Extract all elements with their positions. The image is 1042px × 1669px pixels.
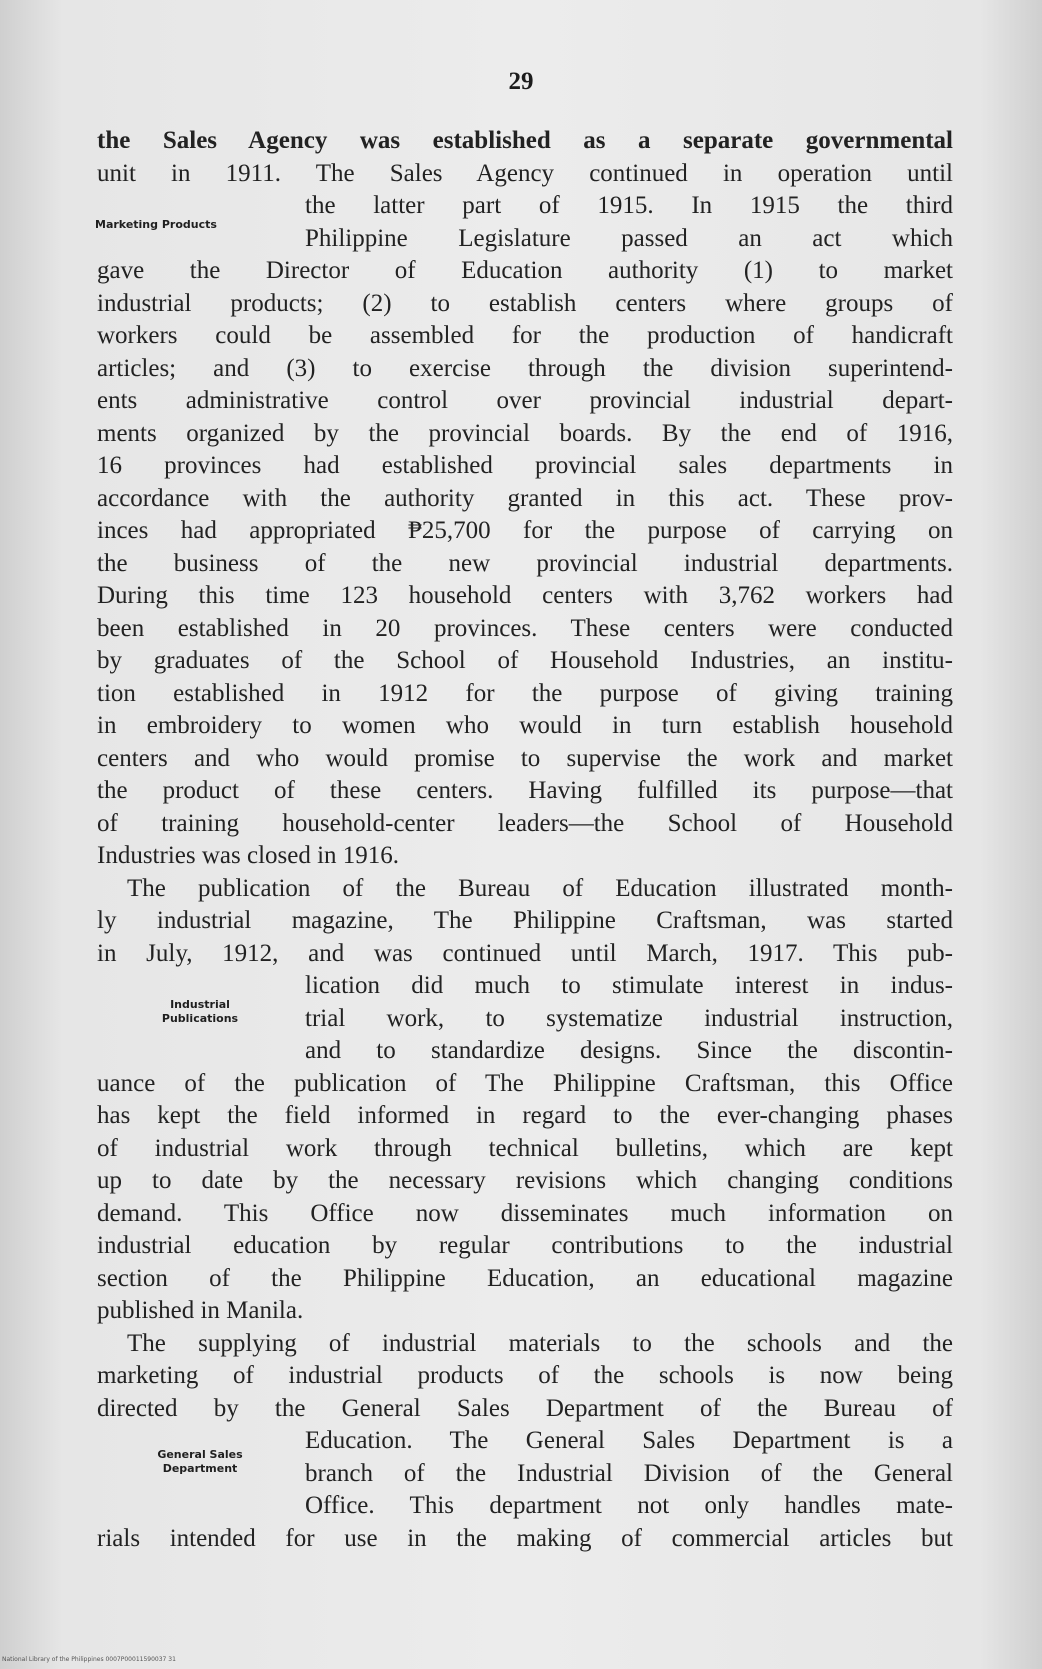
text-line: been established in 20 provinces. These centers were conducted [97,614,953,642]
text-line: tion established in 1912 for the purpose of giving training [97,679,953,707]
scan-footer: National Library of the Philippines 0007P00011590037 31 [2,1656,176,1663]
sidenote-text: Industrial [170,998,230,1011]
sidenote-text: General Sales [157,1448,243,1461]
text-line: Education. The General Sales Department is a [305,1427,953,1454]
text-line: ly industrial magazine, The Philippine Craftsman, was started [97,907,953,934]
text-line: unit in 1911. The Sales Agency continued in operation until [97,159,953,187]
text-line: Philippine Legislature passed an act which [305,224,953,252]
text-line: During this time 123 household centers with 3,762 workers had [97,582,953,609]
text-line: accordance with the authority granted in this act. These prov- [97,484,953,512]
text-line: marketing of industrial products of the schools is now being [97,1362,953,1389]
text-line: the latter part of 1915. In 1915 the third [305,192,953,219]
text-line: inces had appropriated ₱25,700 for the purpose of carrying on [97,517,953,544]
text-line: the Sales Agency was established as a separate governmental [97,127,953,154]
text-line: and to standardize designs. Since the discontin- [305,1037,953,1064]
text-line: trial work, to systematize industrial instruction, [305,1004,953,1032]
body-text [97,125,953,1555]
sidenote-text: Marketing Products [95,218,217,231]
text-line: has kept the field informed in regard to the ever-changing phases [97,1102,953,1129]
text-line: the business of the new provincial industrial departments. [97,549,953,577]
text-line: gave the Director of Education authority (1) to market [97,257,953,284]
text-line: Office. This department not only handles mate- [305,1492,953,1519]
text-line: section of the Philippine Education, an educational magazine [97,1264,953,1292]
text-line: published in Manila. [97,1297,304,1324]
text-line: Industries was closed in 1916. [97,842,400,869]
text-line: 16 provinces had established provincial sales departments in [97,452,953,479]
text-line: articles; and (3) to exercise through the division superintend- [97,354,953,382]
text-line: workers could be assembled for the production of handicraft [97,322,953,349]
text-line: The supplying of industrial materials to the schools and the [127,1329,953,1357]
text-line: industrial products; (2) to establish centers where groups of [97,289,953,317]
sidenote-text: Publications [161,1012,239,1025]
text-line: industrial education by regular contributions to the industrial [97,1232,953,1259]
text-line: directed by the General Sales Department of the Bureau of [97,1394,953,1422]
text-line: of industrial work through technical bulletins, which are kept [97,1134,953,1162]
text-line: branch of the Industrial Division of the General [305,1459,953,1487]
text-line: uance of the publication of The Philippine Craftsman, this Office [97,1069,953,1097]
text-line: by graduates of the School of Household Industries, an institu- [97,647,953,674]
text-line: the product of these centers. Having fulfilled its purpose—that [97,777,953,804]
text-line: centers and who would promise to supervise the work and market [97,744,953,772]
text-line: up to date by the necessary revisions which changing conditions [97,1167,953,1194]
text-line: in embroidery to women who would in turn establish household [97,712,953,739]
page-number: 29 [508,68,534,95]
text-line: ents administrative control over provincial industrial depart- [97,387,953,414]
text-line: ments organized by the provincial boards. By the end of 1916, [97,419,953,447]
sidenote-text: Department [162,1462,238,1475]
text-line: The publication of the Bureau of Education illustrated month- [127,874,953,902]
text-line: demand. This Office now disseminates much information on [97,1199,953,1227]
text-line: lication did much to stimulate interest in indus- [305,972,953,999]
text-line: rials intended for use in the making of commercial articles but [97,1524,953,1552]
text-line: of training household-center leaders—the School of Household [97,809,953,837]
text-line: in July, 1912, and was continued until March, 1917. This pub- [97,939,953,967]
